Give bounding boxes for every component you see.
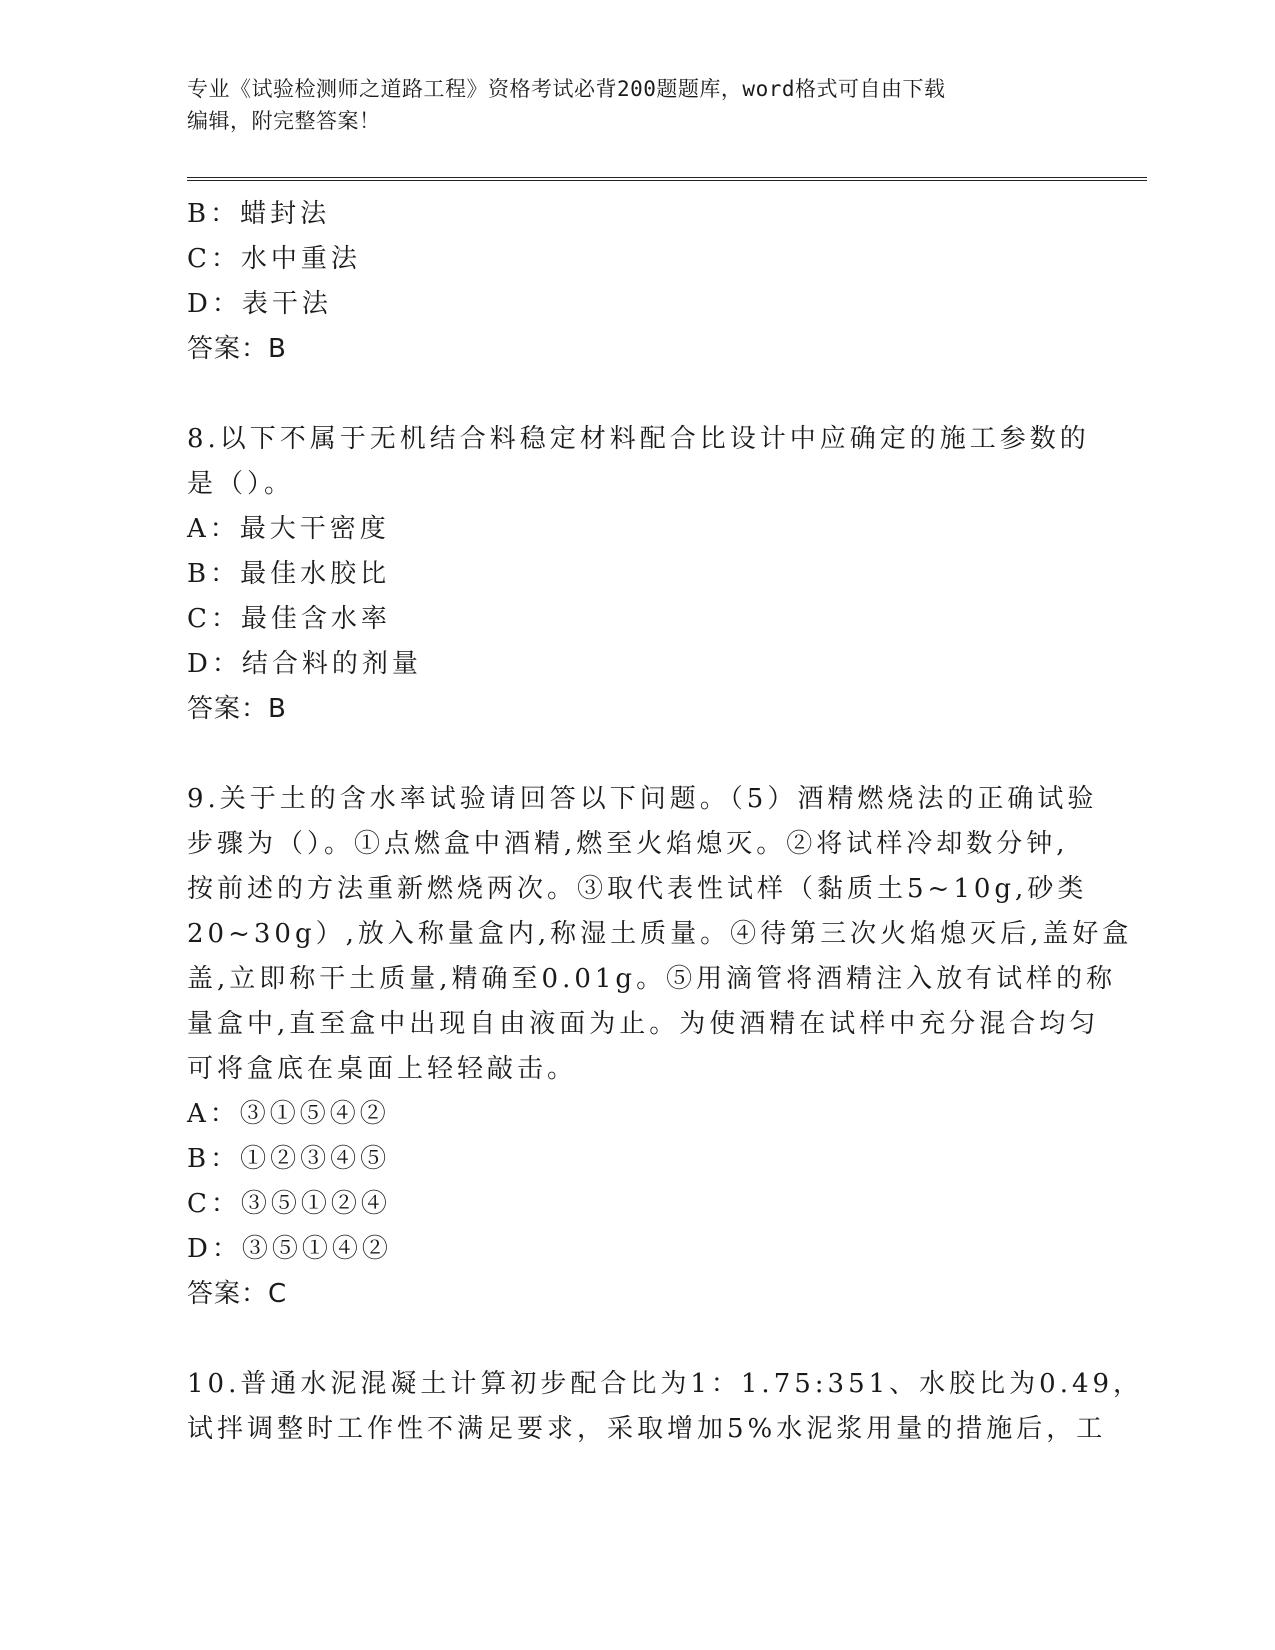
document-header [187, 73, 1087, 137]
header-divider [187, 177, 1147, 181]
question-stem-line: 试拌调整时工作性不满足要求，采取增加5%水泥浆用量的措施后，工 [187, 1414, 1107, 1444]
option-d: D：表干法 [187, 289, 332, 319]
question-stem-line: 10.普通水泥混凝土计算初步配合比为1：1.75:351、水胶比为0.49， [187, 1369, 1144, 1399]
header-title-line-2: 编辑，附完整答案！ [187, 109, 381, 133]
option-b: B：最佳水胶比 [187, 559, 391, 589]
spacer [187, 372, 1092, 417]
header-title-line-1: 专业《试验检测师之道路工程》资格考试必背200题题库，word格式可自由下载 [187, 77, 946, 101]
option-d: D：③⑤①④② [187, 1234, 392, 1264]
question-stem-line: 20~30g）,放入称量盒内,称湿土质量。④待第三次火焰熄灭后,盖好盒 [187, 919, 1133, 949]
question-8-answer: 答案：B [187, 694, 287, 724]
question-stem-line: 按前述的方法重新燃烧两次。③取代表性试样（黏质土5~10g,砂类 [187, 874, 1088, 904]
question-stem-line: 盖,立即称干土质量,精确至0.01g。⑤用滴管将酒精注入放有试样的称 [187, 964, 1117, 994]
question-stem-line: 8.以下不属于无机结合料稳定材料配合比设计中应确定的施工参数的 [187, 424, 1090, 454]
question-9-answer: 答案：C [187, 1279, 288, 1309]
question-stem-line: 量盒中,直至盒中出现自由液面为止。为使酒精在试样中充分混合均匀 [187, 1009, 1100, 1039]
question-stem-line: 可将盒底在桌面上轻轻敲击。 [187, 1054, 578, 1084]
question-8 [187, 417, 1092, 732]
option-d: D：结合料的剂量 [187, 649, 422, 679]
question-stem-line: 9.关于土的含水率试验请回答以下问题。（5）酒精燃烧法的正确试验 [187, 784, 1098, 814]
question-9 [187, 777, 1133, 1317]
question-7-answer: 答案：B [187, 334, 287, 364]
option-b: B：①②③④⑤ [187, 1144, 391, 1174]
option-b: B：蜡封法 [187, 199, 331, 229]
question-stem-line: 是（）。 [187, 469, 295, 499]
option-c: C：水中重法 [187, 244, 361, 274]
question-10 [187, 1362, 1144, 1452]
question-7-options [187, 192, 1092, 327]
option-c: C：③⑤①②④ [187, 1189, 391, 1219]
spacer [187, 732, 1092, 777]
option-c: C：最佳含水率 [187, 604, 391, 634]
document-body [187, 192, 1144, 1452]
spacer [187, 1317, 1092, 1362]
question-stem-line: 步骤为（）。①点燃盒中酒精,燃至火焰熄灭。②将试样冷却数分钟, [187, 829, 1069, 859]
option-a: A：最大干密度 [187, 514, 390, 544]
option-a: A：③①⑤④② [187, 1099, 390, 1129]
